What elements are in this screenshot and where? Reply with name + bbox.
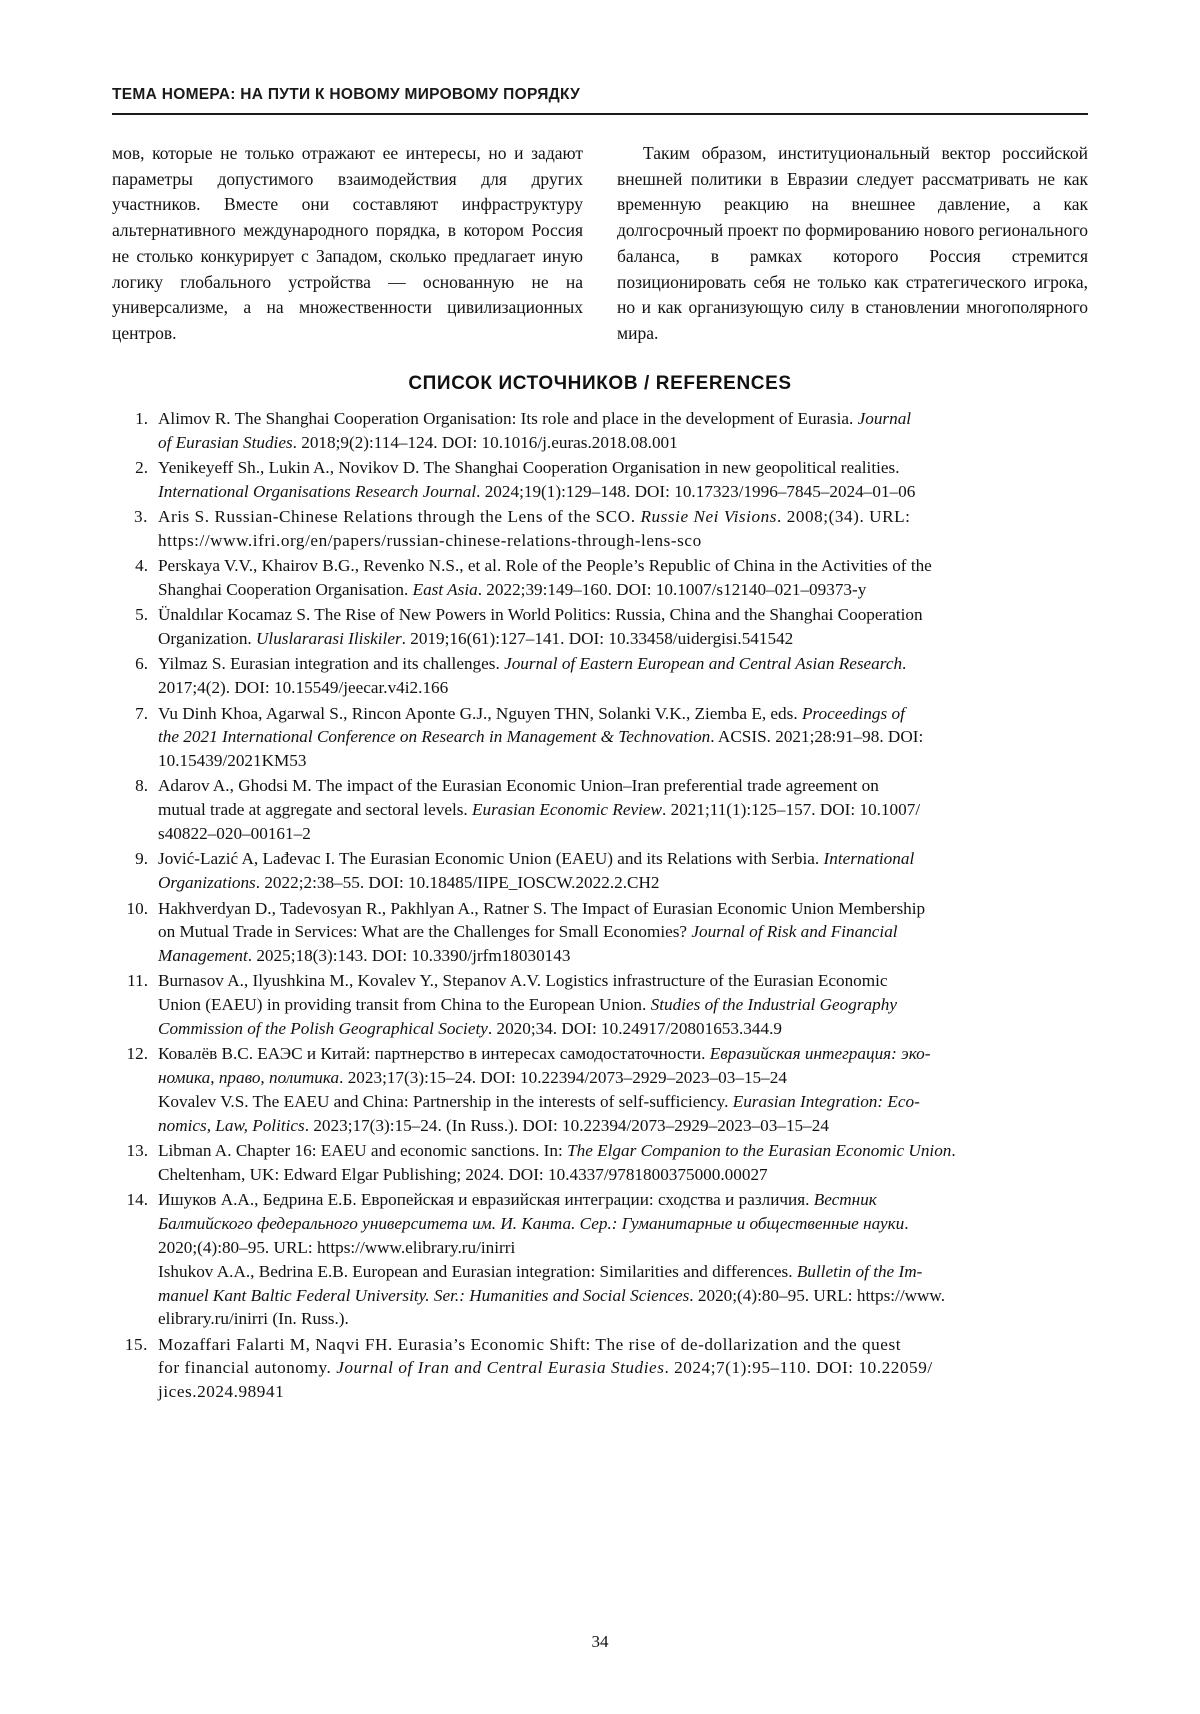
reference-item <box>112 652 1088 700</box>
reference-source-title: Journal of Iran and Central Eurasia Studies <box>336 1358 665 1378</box>
reference-text: Libman A. Chapter 16: EAEU and economic sanctions. In: <box>158 1141 568 1161</box>
reference-text: 2017;4(2). DOI: 10.15549/jeecar.v4i2.166 <box>158 678 449 698</box>
reference-text: . 2021;11(1):125–157. DOI: 10.1007/ <box>662 800 921 820</box>
reference-text: . 2022;39:149–160. DOI: 10.1007/s12140–021–09373-y <box>477 579 867 599</box>
reference-text: on Mutual Trade in Services: What are the Challenges for Small Economies? <box>158 922 692 942</box>
reference-line <box>158 1114 1088 1138</box>
reference-line <box>158 871 1088 895</box>
references-heading: СПИСОК ИСТОЧНИКОВ / REFERENCES <box>408 372 792 394</box>
reference-text: Ковалёв В.С. ЕАЭС и Китай: партнерство в интересах самодостаточности. <box>158 1044 710 1064</box>
reference-line <box>158 1212 1088 1236</box>
reference-source-title: Organizations <box>158 873 256 893</box>
reference-text: 10.15439/2021KM53 <box>158 751 307 771</box>
header-rule <box>112 113 1088 115</box>
reference-source-title: Вестник <box>813 1190 877 1210</box>
reference-item <box>112 456 1088 504</box>
reference-source-title: Journal <box>857 408 912 428</box>
reference-line <box>158 1017 1088 1041</box>
reference-line <box>158 554 1088 578</box>
reference-line <box>158 897 1088 921</box>
reference-text: . 2008;(34). URL: <box>777 507 911 526</box>
reference-source-title: Commission of the Polish Geographical Society <box>158 1019 488 1039</box>
reference-text: . <box>904 1214 909 1234</box>
reference-source-title: номика, право, политика <box>158 1068 340 1088</box>
reference-item <box>112 1333 1088 1404</box>
reference-line <box>158 1260 1088 1284</box>
body-columns <box>112 141 1088 347</box>
paragraph-conclusion: Таким образом, институциональный вектор российской внешней политики в Евразии следует рассматривать не как временную реакцию на внешнее давление, а как долгосрочный проект по формированию нового регионального баланса, в рамках которого Россия стремится позиционировать себя не только как стратегического игрока, но и как организующую силу в становлении многополярного мира. <box>617 143 1088 344</box>
reference-text: Ишуков А.А., Бедрина Е.Б. Европейская и евразийская интеграции: сходства и различия. <box>158 1190 814 1210</box>
reference-text: . 2024;19(1):129–148. DOI: 10.17323/1996–7845–2024–01–06 <box>476 481 916 501</box>
reference-line <box>158 431 1088 455</box>
reference-line <box>158 407 1088 431</box>
running-head: ТЕМА НОМЕРА: НА ПУТИ К НОВОМУ МИРОВОМУ ПОРЯДКУ <box>112 86 581 103</box>
reference-text: Ünaldılar Kocamaz S. The Rise of New Powers in World Politics: Russia, China and the Shanghai Cooperation <box>158 605 923 625</box>
reference-item <box>112 847 1088 895</box>
reference-text: . ACSIS. 2021;28:91–98. DOI: <box>710 727 924 747</box>
reference-line <box>158 725 1088 749</box>
reference-source-title: Bulletin of the Im- <box>796 1261 923 1281</box>
reference-item <box>112 505 1088 553</box>
reference-line <box>158 1163 1088 1187</box>
reference-line <box>158 627 1088 651</box>
reference-item <box>112 1139 1088 1187</box>
reference-source-title: Journal of Eastern European and Central Asian Research <box>504 654 903 674</box>
reference-text: . <box>902 654 907 674</box>
reference-text: elibrary.ru/inirri (In. Russ.). <box>158 1309 349 1329</box>
reference-line <box>158 1356 1088 1380</box>
reference-line <box>158 774 1088 798</box>
reference-text: Aris S. Russian-Chinese Relations through the Lens of the SCO. <box>158 507 641 526</box>
reference-line <box>158 578 1088 602</box>
reference-source-title: International <box>823 849 915 869</box>
reference-source-title: manuel Kant Baltic Federal University. Ser.: Humanities and Social Sciences <box>158 1285 690 1305</box>
reference-source-title: Eurasian Integration: Eco- <box>732 1092 920 1111</box>
reference-item <box>112 603 1088 651</box>
body-column-left <box>112 141 583 347</box>
reference-text: Cheltenham, UK: Edward Elgar Publishing; 2024. DOI: 10.4337/9781800375000.00027 <box>158 1164 768 1184</box>
reference-text: Kovalev V.S. The EAEU and China: Partnership in the interests of self-sufficiency. <box>158 1092 733 1111</box>
reference-line <box>158 1090 1088 1114</box>
references-list <box>112 407 1088 1404</box>
reference-line <box>158 603 1088 627</box>
reference-item <box>112 1188 1088 1331</box>
reference-text: Ishukov A.A., Bedrina E.B. European and Eurasian integration: Similarities and differences. <box>158 1261 797 1281</box>
reference-line <box>158 1042 1088 1066</box>
reference-text: s40822–020–00161–2 <box>158 824 311 844</box>
page-number: 34 <box>591 1632 609 1651</box>
body-column-right <box>617 141 1088 347</box>
reference-line <box>158 702 1088 726</box>
reference-line <box>158 456 1088 480</box>
reference-item <box>112 1042 1088 1137</box>
reference-line <box>158 1188 1088 1212</box>
reference-text: jices.2024.98941 <box>158 1382 285 1402</box>
reference-item <box>112 554 1088 602</box>
reference-text: . <box>951 1141 956 1161</box>
reference-item <box>112 702 1088 773</box>
reference-line <box>158 676 1088 700</box>
paragraph-continuation: мов, которые не только отражают ее интересы, но и задают параметры допустимого взаимодействия для других участников. Вместе они составляют инфраструктуру альтернативного международного порядка, в котором Россия не столько конкурирует с Западом, сколько предлагает иную логику глобального устройства — основанную не на универсализме, а на множественности цивилизационных центров. <box>112 143 583 344</box>
reference-line <box>158 822 1088 846</box>
reference-text: 2020;(4):80–95. URL: https://www.elibrary.ru/inirri <box>158 1237 516 1257</box>
reference-text: . 2018;9(2):114–124. DOI: 10.1016/j.euras.2018.08.001 <box>292 432 678 452</box>
reference-text: . 2023;17(3):15–24. (In Russ.). DOI: 10.22394/2073–2929–2023–03–15–24 <box>304 1115 829 1135</box>
reference-line <box>158 993 1088 1017</box>
reference-source-title: Studies of the Industrial Geography <box>650 995 897 1015</box>
reference-line <box>158 1333 1088 1357</box>
reference-text: Perskaya V.V., Khairov B.G., Revenko N.S., et al. Role of the People’s Republic of China in the Activities of the <box>158 556 932 576</box>
reference-source-title: Proceedings of <box>801 703 905 723</box>
reference-source-title: The Elgar Companion to the Eurasian Economic Union <box>567 1141 952 1161</box>
reference-line <box>158 749 1088 773</box>
reference-text: Adarov A., Ghodsi M. The impact of the Eurasian Economic Union–Iran preferential trade agreement on <box>158 776 879 796</box>
reference-line <box>158 480 1088 504</box>
reference-source-title: Евразийская интеграция: эко- <box>709 1044 931 1064</box>
reference-text: Jović-Lazić A, Lađevac I. The Eurasian Economic Union (EAEU) and its Relations with Serbia. <box>158 849 824 869</box>
reference-line <box>158 920 1088 944</box>
reference-text: . 2022;2:38–55. DOI: 10.18485/IIPE_IOSCW.2022.2.CH2 <box>255 873 660 893</box>
reference-source-title: the 2021 International Conference on Research in Management & Technovation <box>158 727 711 747</box>
reference-text: . 2025;18(3):143. DOI: 10.3390/jrfm18030143 <box>247 946 571 966</box>
reference-text: . 2023;17(3):15–24. DOI: 10.22394/2073–2929–2023–03–15–24 <box>339 1068 787 1088</box>
reference-line <box>158 798 1088 822</box>
reference-item <box>112 969 1088 1040</box>
reference-line <box>158 1139 1088 1163</box>
reference-text: Mozaffari Falarti M, Naqvi FH. Eurasia’s Economic Shift: The rise of de-dollarization and the quest <box>158 1334 902 1354</box>
reference-source-title: International Organisations Research Journal <box>158 481 477 501</box>
reference-source-title: Балтийского федерального университета им. И. Канта. Сер.: Гуманитарные и общественные науки <box>158 1214 905 1234</box>
reference-line <box>158 847 1088 871</box>
reference-text: Burnasov A., Ilyushkina M., Kovalev Y., Stepanov A.V. Logistics infrastructure of the Eurasian Economic <box>158 971 888 991</box>
reference-source-title: nomics, Law, Politics <box>158 1115 305 1135</box>
reference-text: Hakhverdyan D., Tadevosyan R., Pakhlyan A., Ratner S. The Impact of Eurasian Economic Union Membership <box>158 898 926 918</box>
reference-text: Organization. <box>158 629 257 649</box>
reference-text: Alimov R. The Shanghai Cooperation Organisation: Its role and place in the development of Eurasia. <box>158 408 858 428</box>
reference-text: . 2019;16(61):127–141. DOI: 10.33458/uidergisi.541542 <box>401 629 794 649</box>
reference-text: https://www.ifri.org/en/papers/russian-chinese-relations-through-lens-sco <box>158 530 702 550</box>
reference-text: mutual trade at aggregate and sectoral levels. <box>158 800 473 820</box>
reference-line <box>158 505 1088 529</box>
reference-line <box>158 1066 1088 1090</box>
reference-source-title: East Asia <box>412 579 478 599</box>
reference-text: Shanghai Cooperation Organisation. <box>158 579 413 599</box>
reference-text: Yenikeyeff Sh., Lukin A., Novikov D. The Shanghai Cooperation Organisation in new geopolitical realities. <box>158 457 900 477</box>
reference-source-title: Management <box>158 946 248 966</box>
reference-line <box>158 1307 1088 1331</box>
reference-text: for financial autonomy. <box>158 1358 337 1378</box>
reference-line <box>158 1380 1088 1404</box>
reference-line <box>158 1236 1088 1260</box>
reference-source-title: Russie Nei Visions <box>640 507 778 526</box>
reference-line <box>158 944 1088 968</box>
reference-line <box>158 529 1088 553</box>
reference-text: Yilmaz S. Eurasian integration and its challenges. <box>158 654 505 674</box>
reference-line <box>158 1284 1088 1308</box>
reference-source-title: Eurasian Economic Review <box>472 800 662 820</box>
reference-item <box>112 897 1088 968</box>
reference-source-title: Uluslararasi Iliskiler <box>256 629 402 649</box>
reference-line <box>158 969 1088 993</box>
reference-source-title: Journal of Risk and Financial <box>691 922 898 942</box>
reference-line <box>158 652 1088 676</box>
reference-text: . 2020;34. DOI: 10.24917/20801653.344.9 <box>487 1019 782 1039</box>
reference-text: Vu Dinh Khoa, Agarwal S., Rincon Aponte G.J., Nguyen THN, Solanki V.K., Ziemba E, eds. <box>158 703 802 723</box>
reference-item <box>112 774 1088 845</box>
reference-source-title: of Eurasian Studies <box>158 432 293 452</box>
reference-text: . 2024;7(1):95–110. DOI: 10.22059/ <box>664 1358 933 1378</box>
reference-item <box>112 407 1088 455</box>
reference-text: Union (EAEU) in providing transit from China to the European Union. <box>158 995 651 1015</box>
reference-text: . 2020;(4):80–95. URL: https://www. <box>689 1285 946 1305</box>
